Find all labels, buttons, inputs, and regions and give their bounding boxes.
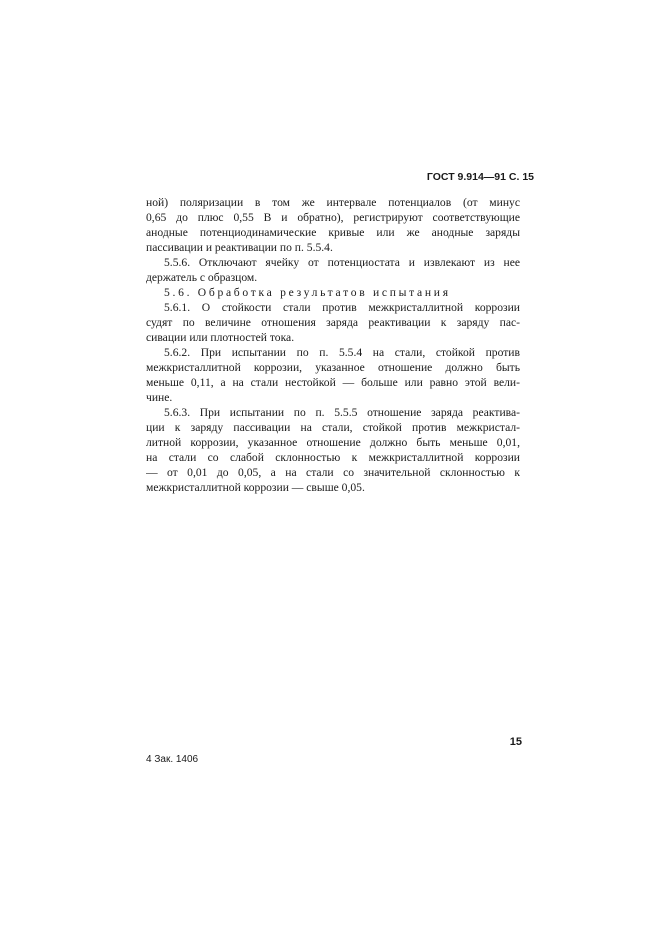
text-line: 5.5.6. Отключают ячейку от потенциостата и извлекают из нее [164, 256, 520, 269]
text-line: — от 0,01 до 0,05, а на стали со значительной склонностью к [146, 466, 520, 479]
text-line: 5.6.1. О стойкости стали против межкристаллитной коррозии [164, 301, 520, 314]
text-line: чине. [146, 391, 173, 404]
document-header: ГОСТ 9.914—91 С. 15 [426, 171, 534, 183]
text-line: 5.6.3. При испытании по п. 5.5.5 отношение заряда реактива- [164, 406, 520, 419]
text-line: сивации или плотностей тока. [146, 331, 295, 344]
page-number: 15 [509, 736, 522, 748]
text-line: межкристаллитной коррозии, указанное отношение должно быть [146, 361, 520, 374]
text-line: анодные потенциодинамические кривые или же анодные заряды [146, 226, 520, 239]
text-line: 0,65 до плюс 0,55 В и обратно), регистрируют соответствующие [146, 211, 520, 224]
section-heading: 5.6. Обработка результатов испытания [164, 286, 451, 299]
text-line: судят по величине отношения заряда реактивации к заряду пас- [146, 316, 520, 329]
text-line: литной коррозии, указанное отношение должно быть меньше 0,01, [146, 436, 520, 449]
text-line: 5.6.2. При испытании по п. 5.5.4 на стали, стойкой против [164, 346, 520, 359]
text-line: ной) поляризации в том же интервале потенциалов (от минус [146, 196, 520, 209]
text-line: держатель с образцом. [146, 271, 258, 284]
footer-note: 4 Зак. 1406 [146, 754, 199, 765]
text-line: межкристаллитной коррозии — свыше 0,05. [146, 481, 365, 494]
text-line: на стали со слабой склонностью к межкристаллитной коррозии [146, 451, 520, 464]
text-line: ции к заряду пассивации на стали, стойкой против межкристал- [146, 421, 520, 434]
text-line: пассивации и реактивации по п. 5.5.4. [146, 241, 333, 254]
text-line: меньше 0,11, а на стали нестойкой — больше или равно этой вели- [146, 376, 520, 389]
